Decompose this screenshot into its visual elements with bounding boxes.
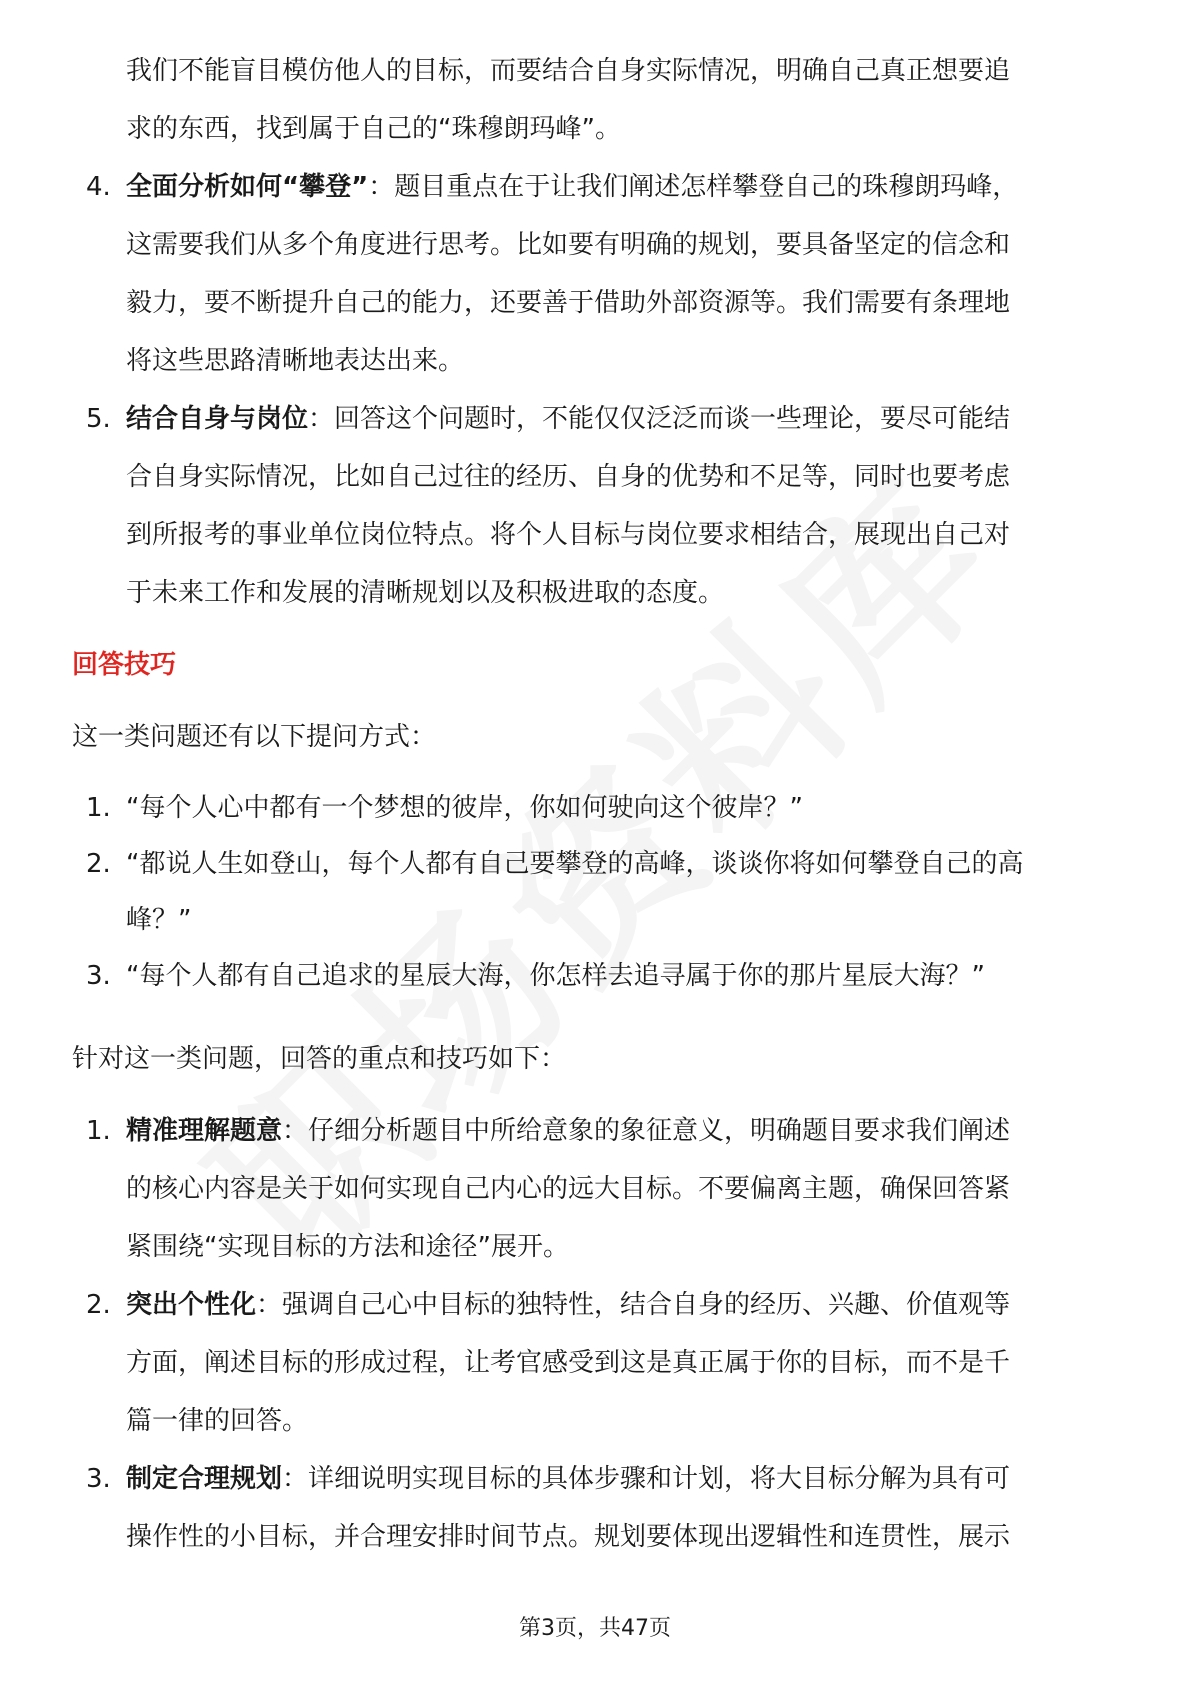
text-line: “都说人生如登山，每个人都有自己要攀登的高峰，谈谈你将如何攀登自己的高 — [126, 849, 1024, 879]
text-line: 我们不能盲目模仿他人的目标，而要结合自身实际情况，明确自己真正想要追 — [126, 56, 1011, 86]
text-line: ：回答这个问题时，不能仅仅泛泛而谈一些理论，要尽可能结 — [308, 404, 1011, 434]
item-title: 突出个性化 — [126, 1290, 257, 1320]
text-line: 于未来工作和发展的清晰规划以及积极进取的态度。 — [126, 578, 725, 608]
text-line: 合自身实际情况，比如自己过往的经历、自身的优势和不足等，同时也要考虑 — [126, 462, 1011, 492]
list-item — [72, 1276, 1122, 1450]
tips-list — [72, 1102, 1122, 1566]
text-line: ：仔细分析题目中所给意象的象征意义，明确题目要求我们阐述 — [282, 1116, 1011, 1146]
list-number: 2. — [86, 1290, 111, 1320]
text-line: 篇一律的回答。 — [126, 1406, 309, 1436]
item-title: 制定合理规划 — [126, 1464, 283, 1494]
text-line: ：详细说明实现目标的具体步骤和计划，将大目标分解为具有可 — [282, 1464, 1011, 1494]
list-item — [72, 1450, 1122, 1566]
list-item — [72, 158, 1122, 390]
list-number: 1. — [86, 1116, 111, 1146]
text-line: 方面，阐述目标的形成过程，让考官感受到这是真正属于你的目标，而不是千 — [126, 1348, 1011, 1378]
text-line: 这需要我们从多个角度进行思考。比如要有明确的规划，要具备坚定的信念和 — [126, 230, 1011, 260]
text-line: 峰？” — [126, 905, 192, 935]
item-title: 精准理解题意 — [126, 1116, 283, 1146]
list-number: 1. — [86, 793, 111, 823]
text-line: 求的东西，找到属于自己的“珠穆朗玛峰”。 — [126, 114, 621, 144]
list-number: 2. — [86, 849, 111, 879]
section-heading: 回答技巧 — [72, 650, 177, 680]
list-number: 4. — [86, 172, 111, 202]
item-title: 全面分析如何“攀登” — [126, 172, 369, 202]
page-number: 第3页，共47页 — [519, 1616, 671, 1641]
text-line: 紧围绕“实现目标的方法和途径”展开。 — [126, 1232, 569, 1262]
list-item — [72, 780, 1122, 836]
text-line: 毅力，要不断提升自己的能力，还要善于借助外部资源等。我们需要有条理地 — [126, 288, 1011, 318]
paragraph: 针对这一类问题，回答的重点和技巧如下： — [72, 1044, 567, 1074]
list-number: 3. — [86, 1464, 111, 1494]
page-content — [72, 42, 1122, 1566]
paragraph: 这一类问题还有以下提问方式： — [72, 722, 437, 752]
analysis-list — [72, 158, 1122, 622]
list-number: 3. — [86, 961, 111, 991]
question-list — [72, 780, 1122, 1004]
list-item — [72, 390, 1122, 622]
list-number: 5. — [86, 404, 111, 434]
text-line: 的核心内容是关于如何实现自己内心的远大目标。不要偏离主题，确保回答紧 — [126, 1174, 1011, 1204]
text-line: 到所报考的事业单位岗位特点。将个人目标与岗位要求相结合，展现出自己对 — [126, 520, 1011, 550]
text-line: ：强调自己心中目标的独特性，结合自身的经历、兴趣、价值观等 — [256, 1290, 1011, 1320]
text-line: 将这些思路清晰地表达出来。 — [126, 346, 465, 376]
text-line: 操作性的小目标，并合理安排时间节点。规划要体现出逻辑性和连贯性，展示 — [126, 1522, 1011, 1552]
list-item — [72, 948, 1122, 1004]
text-line: “每个人心中都有一个梦想的彼岸，你如何驶向这个彼岸？” — [126, 793, 803, 823]
list-item — [72, 1102, 1122, 1276]
item-title: 结合自身与岗位 — [126, 404, 309, 434]
text-line: ：题目重点在于让我们阐述怎样攀登自己的珠穆朗玛峰， — [368, 172, 1019, 202]
list-item — [72, 836, 1122, 948]
text-line: “每个人都有自己追求的星辰大海，你怎样去追寻属于你的那片星辰大海？” — [126, 961, 985, 991]
intro-paragraph — [72, 42, 1122, 158]
